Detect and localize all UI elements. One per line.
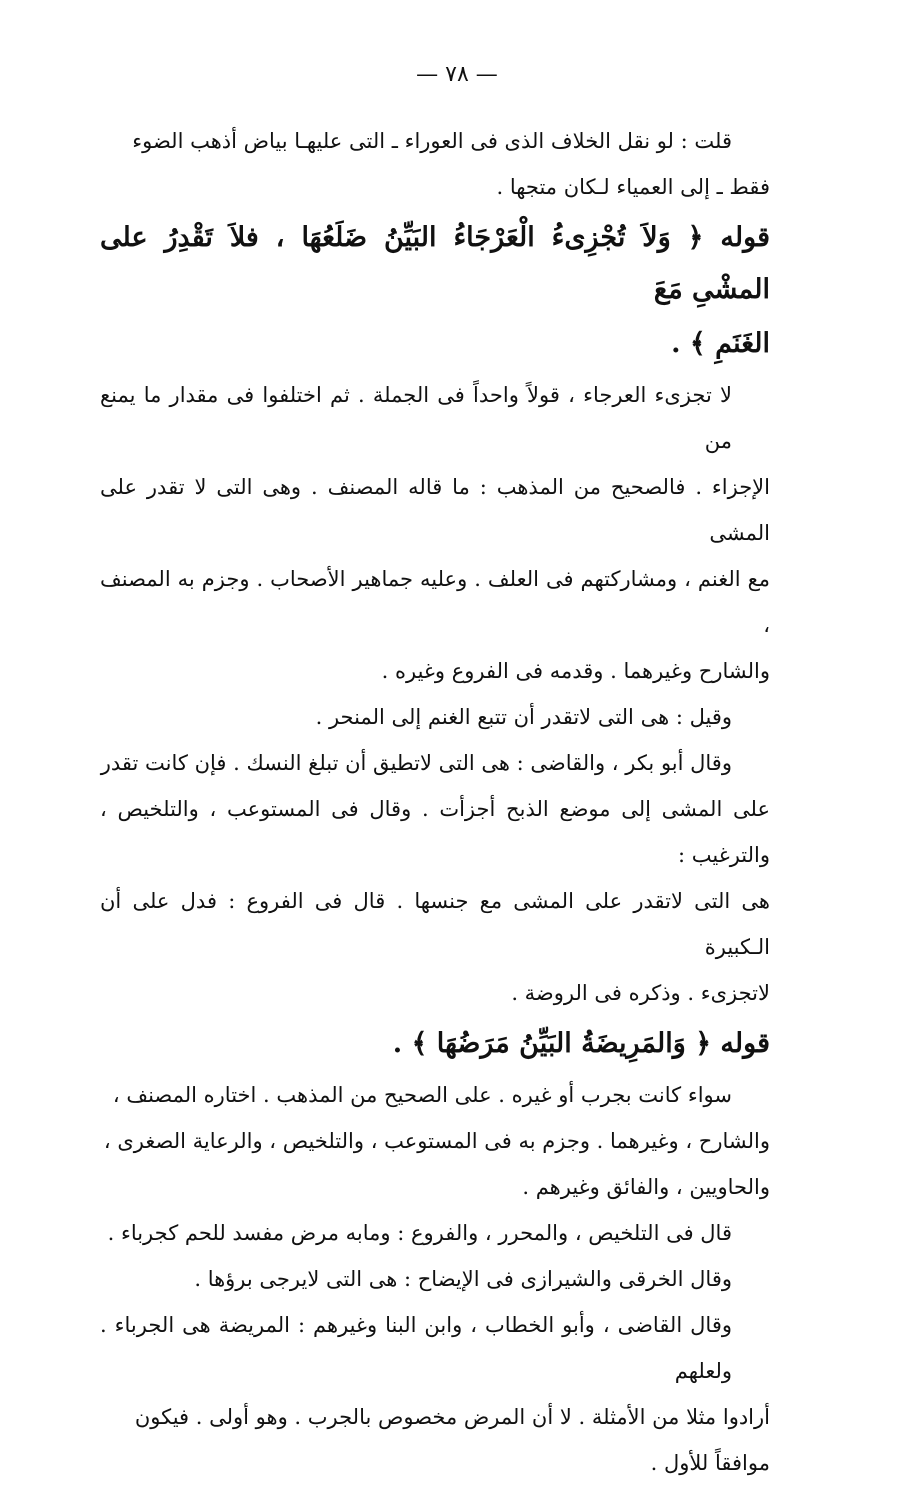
paragraph [100, 1256, 770, 1302]
text-line: فقط ـ إلى العمياء لـكان متجها . [496, 175, 770, 199]
paragraph [100, 372, 770, 694]
text-line: قال فى التلخيص ، والمحرر ، والفروع : ومابه مرض مفسد للحم كجرباء . [107, 1221, 732, 1245]
paragraph [100, 118, 770, 210]
text-line: لاتجزىء . وذكره فى الروضة . [511, 981, 770, 1005]
text-line: قلت : لو نقل الخلاف الذى فى العوراء ـ التى عليهـا بياض أذهب الضوء [132, 129, 732, 153]
text-line: والشارح وغيرهما . وقدمه فى الفروع وغيره . [381, 659, 770, 683]
text-line: والشارح ، وغيرهما . وجزم به فى المستوعب ، والتلخيص ، والرعاية الصغرى ، [103, 1129, 770, 1153]
text-line: الإجزاء . فالصحيح من المذهب : ما قاله المصنف . وهى التى لا تقدر على المشى [100, 475, 770, 545]
text-line: وقيل : هى التى لاتقدر أن تتبع الغنم إلى المنحر . [315, 705, 732, 729]
text-line: لا تجزىء العرجاء ، قولاً واحداً فى الجملة . ثم اختلفوا فى مقدار ما يمنع من [100, 383, 732, 453]
paragraph [100, 694, 770, 740]
paragraph [100, 740, 770, 1016]
text-line: قوله ﴿ وَالمَرِيضَةُ البَيِّنُ مَرَضُهَا ﴾ . [392, 1028, 770, 1059]
page-number: — ٧٨ — [416, 62, 498, 87]
paragraph [100, 1302, 770, 1486]
text-line: وقال أبو بكر ، والقاضى : هى التى لاتطيق أن تبلغ النسك . فإن كانت تقدر [100, 751, 732, 775]
text-line: مع الغنم ، ومشاركتهم فى العلف . وعليه جماهير الأصحاب . وجزم به المصنف ، [100, 567, 770, 637]
text-line: الغَنَمِ ﴾ . [671, 328, 770, 359]
text-line: وقال القاضى ، وأبو الخطاب ، وابن البنا وغيرهم : المريضة هى الجرباء . ولعلهم [100, 1313, 732, 1383]
text-line: هى التى لاتقدر على المشى مع جنسها . قال فى الفروع : فدل على أن الـكبيرة [100, 889, 770, 959]
paragraph [100, 1072, 770, 1210]
text-line: قوله ﴿ وَلاَ تُجْزِىءُ الْعَرْجَاءُ البَيِّنُ ضَلَعُهَا ، فلاَ تَقْدِرُ على المشْىِ مَعَ [100, 222, 770, 305]
page-body [100, 118, 770, 1486]
text-line: وقال الخرقى والشيرازى فى الإيضاح : هى التى لايرجى برؤها . [194, 1267, 732, 1291]
text-line: أرادوا مثلا من الأمثلة . لا أن المرض مخصوص بالجرب . وهو أولى . فيكون [134, 1405, 770, 1429]
quoted-text-heading [100, 212, 770, 370]
text-line: على المشى إلى موضع الذبح أجزأت . وقال فى المستوعب ، والتلخيص ، والترغيب : [100, 797, 770, 867]
quoted-text-heading [100, 1018, 770, 1070]
text-line: موافقاً للأول . [650, 1451, 770, 1475]
text-line: سواء كانت بجرب أو غيره . على الصحيح من المذهب . اختاره المصنف ، [112, 1083, 732, 1107]
paragraph [100, 1210, 770, 1256]
text-line: والحاويين ، والفائق وغيرهم . [522, 1175, 770, 1199]
